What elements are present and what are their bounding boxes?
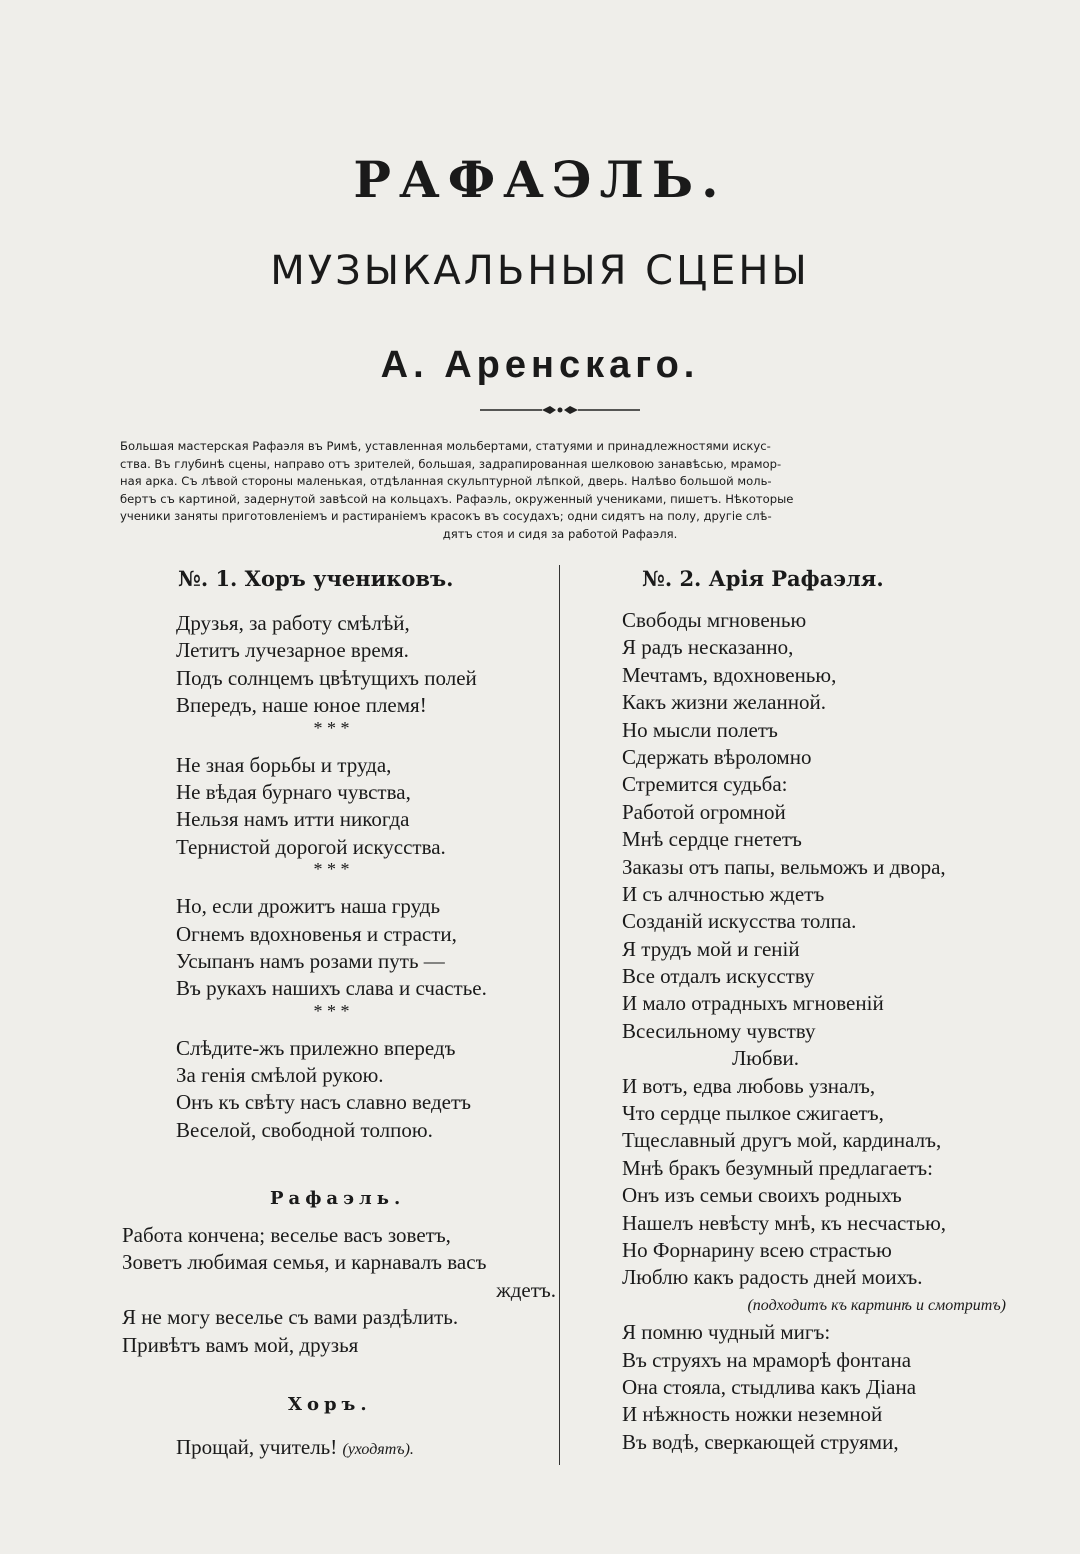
stanza-separator: * * *: [313, 1000, 350, 1021]
verse-line: За генія смѣлой рукою.: [176, 1063, 384, 1088]
verse-line: Мнѣ сердце гнететъ: [622, 827, 802, 852]
verse-line: Свободы мгновенью: [622, 608, 807, 632]
role-chorus: Хоръ.: [288, 1394, 372, 1415]
verse-line: Летитъ лучезарное время.: [176, 638, 409, 663]
verse-line: Веселой, свободной толпою.: [176, 1117, 433, 1142]
stage-line: ства. Въ глубинѣ сцены, направо отъ зрителей, большая, задрапированная шелковою занавѣсью, мрамор-: [120, 456, 782, 471]
verse-line: Что сердце пылкое сжигаетъ,: [622, 1101, 884, 1126]
page-title: РАФАЭЛЬ.: [353, 150, 727, 209]
stage-line: бертъ съ картиной, задернутой завѣсой на кольцахъ. Рафаэль, окруженный учениками, пишетъ. Нѣкоторые: [120, 491, 794, 506]
stage-directions: [120, 438, 1000, 543]
verse-line: Созданій искусства толпа.: [622, 909, 857, 934]
verse-line: И съ алчностью ждетъ: [622, 881, 825, 906]
verse-line: Она стояла, стыдлива какъ Діана: [622, 1374, 917, 1399]
verse-line: Работой огромной: [622, 799, 786, 824]
verse-line: Онъ къ свѣту насъ славно ведетъ: [176, 1090, 472, 1115]
chorus-farewell: [176, 1434, 414, 1463]
verse-line: Какъ жизни желанной.: [622, 690, 826, 715]
stage-line: дятъ стоя и сидя за работой Рафаэля.: [442, 526, 678, 541]
stage-direction: (подходитъ къ картинѣ и смотритъ): [747, 1296, 1006, 1314]
verse-line: Зоветъ любимая семья, и карнавалъ васъ: [122, 1250, 487, 1275]
verse-line: Не зная борьбы и труда,: [176, 752, 392, 777]
verse-line: Любви.: [732, 1046, 800, 1071]
verse-line: Прощай, учитель!: [176, 1435, 338, 1459]
verse-line: Слѣдите-жъ прилежно впередъ: [176, 1035, 456, 1060]
composer-name: А. Аренскаго.: [380, 344, 700, 386]
aria-heading: №. 2. Арія Рафаэля.: [642, 566, 884, 591]
verse-line: Друзья, за работу смѣлѣй,: [176, 611, 410, 635]
verse-line: Не вѣдая бурнаго чувства,: [176, 779, 411, 804]
verse-line: Въ водѣ, сверкающей струями,: [622, 1429, 899, 1454]
stage-direction: (уходятъ).: [342, 1441, 414, 1458]
verse-line: Огнемъ вдохновенья и страсти,: [176, 921, 457, 946]
stanza-separator: * * *: [313, 859, 350, 880]
verse-line: Но Форнарину всею страстью: [622, 1237, 892, 1262]
stage-line: Большая мастерская Рафаэля въ Римѣ, уставленная мольбертами, статуями и принадлежностями искус-: [120, 439, 771, 453]
verse-line: Но мысли полетъ: [622, 717, 778, 742]
verse-line: Я помню чудный мигъ:: [622, 1320, 831, 1345]
verse-line: Мнѣ бракъ безумный предлагаетъ:: [622, 1155, 933, 1180]
stanza-separator: * * *: [313, 717, 350, 738]
verse-line: Люблю какъ радость дней моихъ.: [622, 1265, 923, 1290]
aria-verses: [622, 607, 1006, 1456]
raphael-lines: [122, 1222, 556, 1359]
verse-line: ждетъ.: [496, 1277, 556, 1302]
verse-line: Привѣтъ вамъ мой, друзья: [122, 1332, 359, 1357]
verse-line: Подъ солнцемъ цвѣтущихъ полей: [176, 665, 477, 690]
verse-line: Тщеславный другъ мой, кардиналъ,: [622, 1128, 942, 1153]
chorus-heading: №. 1. Хоръ учениковъ.: [178, 566, 454, 591]
verse-line: Въ рукахъ нашихъ слава и счастье.: [176, 976, 487, 1001]
verse-line: И вотъ, едва любовь узналъ,: [622, 1073, 876, 1098]
verse-line: Я радъ несказанно,: [622, 635, 794, 660]
verse-line: Заказы отъ папы, вельможъ и двора,: [622, 854, 946, 879]
ornament-divider: [480, 402, 640, 418]
stage-line: ученики заняты приготовленіемъ и растираніемъ красокъ въ сосудахъ; одни сидятъ на полу, другіе слѣ-: [120, 509, 772, 523]
verse-line: Впередъ, наше юное племя!: [176, 693, 427, 718]
verse-line: Нашелъ невѣсту мнѣ, къ несчастью,: [622, 1210, 947, 1235]
verse-line: И мало отрадныхъ мгновеній: [622, 991, 884, 1016]
verse-line: Стремится судьба:: [622, 772, 788, 797]
verse-line: Я трудъ мой и геній: [622, 936, 800, 961]
verse-line: Онъ изъ семьи своихъ родныхъ: [622, 1183, 902, 1208]
chorus-verses: [176, 610, 487, 1144]
stage-line: ная арка. Съ лѣвой стороны маленькая, отдѣланная скульптурной лѣпкой, дверь. Налѣво большой моль-: [120, 474, 772, 488]
verse-line: Нельзя намъ итти никогда: [176, 807, 410, 832]
verse-line: Я не могу веселье съ вами раздѣлить.: [122, 1305, 459, 1330]
column-divider: [559, 565, 560, 1465]
verse-line: Работа кончена; веселье васъ зоветъ,: [122, 1223, 451, 1247]
role-raphael: Рафаэль.: [270, 1188, 406, 1209]
verse-line: Сдержать вѣроломно: [622, 744, 812, 769]
verse-line: Мечтамъ, вдохновенью,: [622, 662, 837, 687]
verse-line: Но, если дрожитъ наша грудь: [176, 894, 441, 919]
page-subtitle: МУЗЫКАЛЬНЫЯ СЦЕНЫ: [270, 248, 810, 294]
verse-line: Въ струяхъ на мраморѣ фонтана: [622, 1347, 912, 1372]
verse-line: Тернистой дорогой искусства.: [176, 834, 446, 859]
verse-line: И нѣжность ножки неземной: [622, 1402, 883, 1427]
verse-line: Усыпанъ намъ розами путь —: [176, 948, 445, 973]
verse-line: Все отдалъ искусству: [622, 964, 815, 989]
verse-line: Всесильному чувству: [622, 1018, 816, 1043]
